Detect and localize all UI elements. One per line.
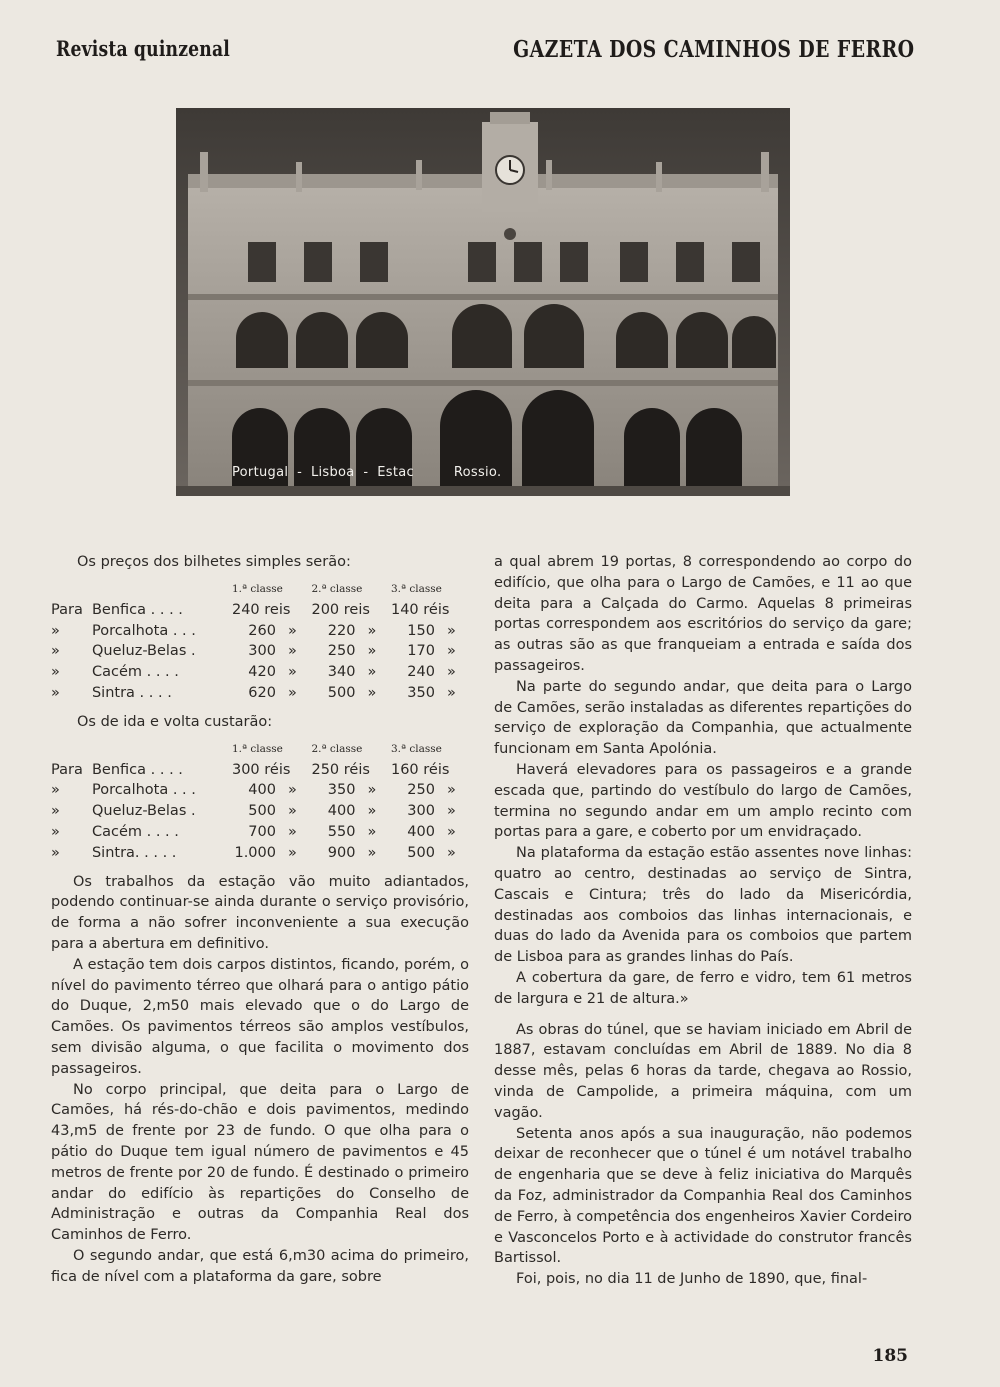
ditto-mark: » <box>367 684 377 701</box>
fare-value: 300 » <box>232 641 312 662</box>
fare-value: 260 » <box>232 621 312 642</box>
left-column <box>51 552 469 1288</box>
fare-row <box>51 621 469 642</box>
fare-value: 250 » <box>391 780 469 801</box>
ditto-mark: » <box>287 664 297 681</box>
fare-row <box>51 683 469 704</box>
station-illustration <box>176 108 790 496</box>
paragraph: Setenta anos após a sua inauguração, não podemos deixar de reconhecer que o túnel é um notável trabalho de engenharia que se deve à feliz iniciativa do Marquês da Foz, administrador da Companhia Real dos Caminhos de Ferro, à competência dos engenheiros Xavier Cordeiro e Vasconcelos Porto e à actividade do construtor francês Bartissol. <box>494 1125 912 1267</box>
ditto-mark: » <box>287 844 297 861</box>
paragraph: A cobertura da gare, de ferro e vidro, tem 61 metros de largura e 21 de altura.» <box>494 969 912 1007</box>
station-name: Cacém . . . . <box>91 823 179 840</box>
fare-value: 200 reis <box>311 601 370 618</box>
fare-value: 1.000 » <box>232 843 312 864</box>
fare-value: 240 reis <box>231 601 291 618</box>
station-photo <box>176 108 790 496</box>
fare-row <box>51 843 469 864</box>
fare-value: 900 » <box>311 843 391 864</box>
station-name: Sintra . . . . <box>91 684 172 701</box>
paragraph: No corpo principal, que deita para o Largo de Camões, há rés-do-chão e dois pavimentos, medindo 43,m5 de frente por 23 de fundo. O que olha para o pátio do Duque tem igual número de pavimentos e 45 metros de frente por 20 de fundo. É destinado o primeiro andar do edifício às repartições do Conselho de Administração e outras da Companhia Real dos Caminhos de Ferro. <box>51 1081 469 1244</box>
row-lead: » <box>51 823 60 840</box>
fare-value: 300 réis <box>231 761 291 778</box>
paragraph: Na plataforma da estação estão assentes nove linhas: quatro ao centro, destinadas ao serviço de Sintra, Cascais e Cintura; três do lado da Misericórdia, destinadas aos comboios das linhas internacionais, e duas do lado da Avenida para os comboios que partem de Lisboa para as grandes linhas do País. <box>494 845 912 966</box>
ditto-mark: » <box>287 684 297 701</box>
fare-value: 170 » <box>391 641 469 662</box>
photo-caption: Portugal - Lisboa - Estac Rossio. <box>232 465 502 480</box>
magazine-title: GAZETA DOS CAMINHOS DE FERRO <box>512 36 914 63</box>
ditto-mark: » <box>446 803 456 820</box>
fare-value: 500 » <box>232 801 312 822</box>
fare-value: 400 » <box>311 801 391 822</box>
paragraph-continuation: a qual abrem 19 portas, 8 correspondendo ao corpo do edifício, que olha para o Largo de Camões, e 11 ao que deita para a Calçada do Carmo. Aquelas 8 primeiras portas correspondem aos escritórios do serviço da gare; as outras são as que franqueiam a entrada e saída dos passageiros. <box>494 554 912 674</box>
paragraph: Na parte do segundo andar, que deita para o Largo de Camões, serão instaladas as diferentes repartições do serviço de exploração da Companhia, que actualmente funcionam em Santa Apolónia. <box>494 678 912 758</box>
class-header: 1.ª classe <box>231 742 283 755</box>
row-lead: » <box>51 643 60 660</box>
fare-row <box>51 822 469 843</box>
page-number: 185 <box>872 1346 908 1366</box>
station-name: Queluz-Belas . <box>91 643 196 660</box>
station-name: Porcalhota . . . <box>91 622 196 639</box>
ditto-mark: » <box>367 823 377 840</box>
fare-row <box>51 641 469 662</box>
fare-value: 250 réis <box>311 761 370 778</box>
station-name: Queluz-Belas . <box>91 803 196 820</box>
fare-value: 340 » <box>311 662 391 683</box>
right-body-text <box>494 677 912 1010</box>
right-column <box>494 552 912 1290</box>
row-lead: » <box>51 664 60 681</box>
fare-row <box>51 662 469 683</box>
station-name: Benfica . . . . <box>91 601 183 618</box>
ditto-mark: » <box>367 664 377 681</box>
left-body-text <box>51 872 469 1288</box>
fare-value: 550 » <box>311 822 391 843</box>
fare-value: 400 » <box>391 822 469 843</box>
magazine-subtitle: Revista quinzenal <box>56 36 230 61</box>
fare-value: 220 » <box>311 621 391 642</box>
ditto-mark: » <box>446 782 456 799</box>
station-name: Sintra. . . . . <box>91 844 177 861</box>
station-name: Porcalhota . . . <box>91 782 196 799</box>
fare-value: 160 réis <box>390 761 450 778</box>
station-name: Cacém . . . . <box>91 664 179 681</box>
class-header: 2.ª classe <box>311 583 363 595</box>
class-header: 2.ª classe <box>311 742 363 755</box>
fare-value: 500 » <box>391 843 469 864</box>
paragraph: As obras do túnel, que se haviam iniciado em Abril de 1887, estavam concluídas em Abril de 1889. No dia 8 desse mês, pelas 6 horas da tarde, chegava ao Rossio, vinda de Campolide, a primeira máquina, com um vagão. <box>494 1021 912 1121</box>
row-lead: » <box>51 782 60 799</box>
fare-value: 250 » <box>311 641 391 662</box>
fare-row <box>51 760 469 781</box>
row-lead: Para <box>51 761 83 778</box>
ditto-mark: » <box>287 803 297 820</box>
ditto-mark: » <box>446 823 456 840</box>
row-lead: » <box>51 622 60 639</box>
fare-row <box>51 780 469 801</box>
class-header: 3.ª classe <box>390 742 442 755</box>
fare-row <box>51 801 469 822</box>
ditto-mark: » <box>446 622 456 639</box>
paragraph: O segundo andar, que está 6,m30 acima do primeiro, fica de nível com a plataforma da gare, sobre <box>51 1247 469 1285</box>
ditto-mark: » <box>287 823 297 840</box>
right-body-text-2 <box>494 1020 912 1290</box>
ditto-mark: » <box>446 643 456 660</box>
paragraph: Os trabalhos da estação vão muito adiantados, podendo continuar-se ainda durante o serviço provisório, de forma a não sofrer inconveniente a sua execução para a abertura em definitivo. <box>51 873 469 952</box>
ditto-mark: » <box>446 844 456 861</box>
fare-value: 620 » <box>232 683 312 704</box>
fare-row <box>51 600 469 621</box>
row-lead: » <box>51 684 60 701</box>
single-fares-intro: Os preços dos bilhetes simples serão: <box>77 554 351 570</box>
ditto-mark: » <box>446 664 456 681</box>
fare-value: 500 » <box>311 683 391 704</box>
ditto-mark: » <box>367 622 377 639</box>
row-lead: Para <box>51 601 83 618</box>
paragraph: Haverá elevadores para os passageiros e a grande escada que, partindo do vestíbulo do largo de Camões, termina no segundo andar em um amplo recinto com portas para a gare, e coberto por um envidraçado. <box>494 761 912 841</box>
fare-value: 140 réis <box>390 601 450 618</box>
ditto-mark: » <box>367 643 377 660</box>
fare-value: 150 » <box>391 621 469 642</box>
ditto-mark: » <box>287 643 297 660</box>
fare-value: 240 » <box>391 662 469 683</box>
fare-value: 350 » <box>391 683 469 704</box>
row-lead: » <box>51 803 60 820</box>
paragraph: A estação tem dois carpos distintos, ficando, porém, o nível do pavimento térreo que olhará para o antigo pátio do Duque, 2,m50 mais elevado que o do Largo de Camões. Os pavimentos térreos são amplos vestíbulos, sem divisão alguma, o que facilita o movimento dos passageiros. <box>51 956 469 1077</box>
paragraph: Foi, pois, no dia 11 de Junho de 1890, que, final- <box>516 1271 868 1288</box>
ditto-mark: » <box>367 803 377 820</box>
fare-value: 420 » <box>232 662 312 683</box>
ditto-mark: » <box>367 844 377 861</box>
row-lead: » <box>51 844 60 861</box>
class-header: 3.ª classe <box>390 583 442 595</box>
fare-value: 700 » <box>232 822 312 843</box>
fare-value: 400 » <box>232 780 312 801</box>
ditto-mark: » <box>287 622 297 639</box>
station-name: Benfica . . . . <box>91 761 183 778</box>
ditto-mark: » <box>446 684 456 701</box>
ditto-mark: » <box>367 782 377 799</box>
single-fares-table <box>51 579 469 704</box>
ditto-mark: » <box>287 782 297 799</box>
return-fares-intro: Os de ida e volta custarão: <box>77 713 273 730</box>
return-fares-table <box>51 739 469 864</box>
fare-value: 350 » <box>311 780 391 801</box>
class-header: 1.ª classe <box>231 583 283 595</box>
fare-value: 300 » <box>391 801 469 822</box>
